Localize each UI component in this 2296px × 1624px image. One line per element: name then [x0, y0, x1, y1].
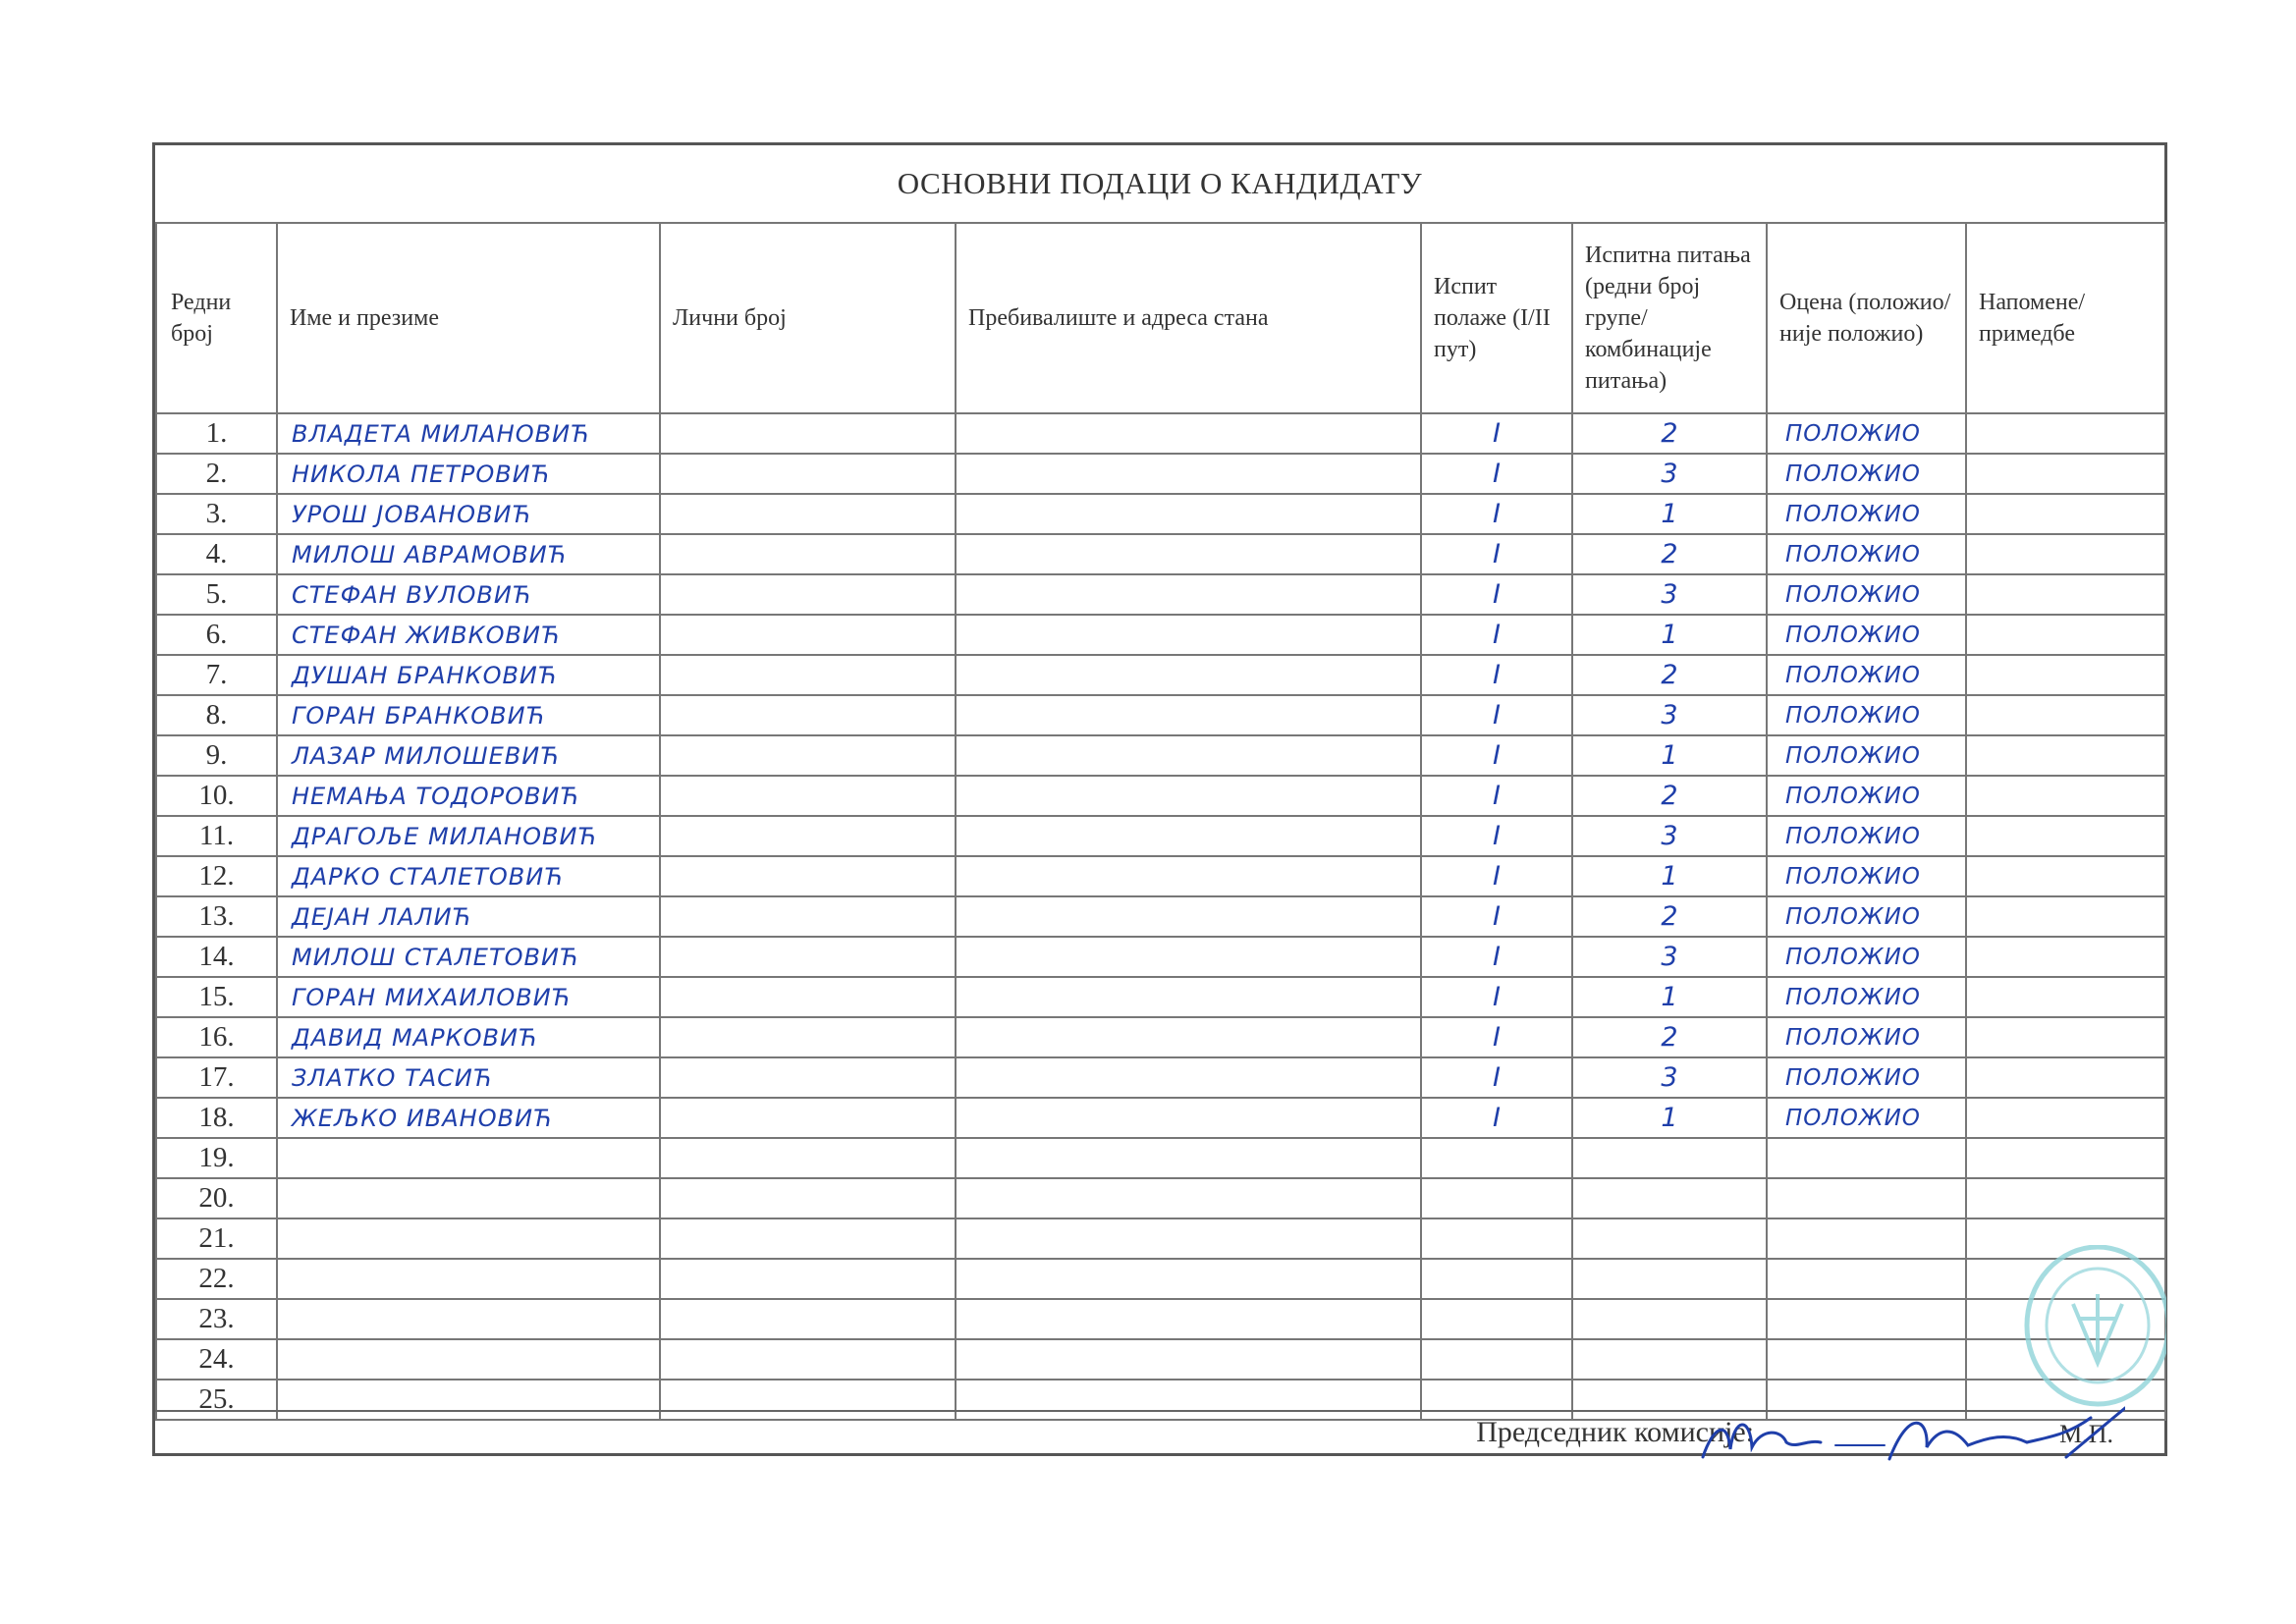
notes — [1966, 1138, 2165, 1178]
address — [956, 977, 1421, 1017]
footer — [155, 1410, 2164, 1453]
address — [956, 1259, 1421, 1299]
address — [956, 1138, 1421, 1178]
question-group: 1 — [1572, 735, 1767, 776]
notes — [1966, 856, 2165, 896]
grade-result: ПОЛОЖИО — [1767, 615, 1966, 655]
table-row — [156, 1218, 2165, 1259]
personal-id — [660, 655, 956, 695]
grade-result: ПОЛОЖИО — [1767, 776, 1966, 816]
table-row — [156, 816, 2165, 856]
notes — [1966, 896, 2165, 937]
address — [956, 454, 1421, 494]
personal-id — [660, 1299, 956, 1339]
notes — [1966, 816, 2165, 856]
header-address: Пребивалиште и адреса стана — [956, 223, 1421, 413]
personal-id — [660, 615, 956, 655]
row-number: 13. — [156, 896, 277, 937]
table-row — [156, 1339, 2165, 1380]
question-group: 3 — [1572, 816, 1767, 856]
grade-result: ПОЛОЖИО — [1767, 695, 1966, 735]
attempt-number: I — [1421, 1098, 1572, 1138]
attempt-number: I — [1421, 695, 1572, 735]
row-number: 25. — [156, 1380, 277, 1420]
header-questions: Испитна питања (редни број групе/ комбинације питања) — [1572, 223, 1767, 413]
grade-result: ПОЛОЖИО — [1767, 735, 1966, 776]
candidate-name: ГОРАН МИХАИЛОВИЋ — [277, 977, 660, 1017]
row-number: 14. — [156, 937, 277, 977]
official-stamp-icon — [2019, 1245, 2166, 1490]
candidate-name: ЛАЗАР МИЛОШЕВИЋ — [277, 735, 660, 776]
table-row — [156, 655, 2165, 695]
grade-result — [1767, 1178, 1966, 1218]
personal-id — [660, 574, 956, 615]
table-row — [156, 1259, 2165, 1299]
row-number: 7. — [156, 655, 277, 695]
personal-id — [660, 1057, 956, 1098]
attempt-number — [1421, 1178, 1572, 1218]
table-row — [156, 1138, 2165, 1178]
row-number: 2. — [156, 454, 277, 494]
notes — [1966, 735, 2165, 776]
question-group: 1 — [1572, 856, 1767, 896]
question-group — [1572, 1218, 1767, 1259]
row-number: 16. — [156, 1017, 277, 1057]
notes — [1966, 977, 2165, 1017]
candidate-name — [277, 1339, 660, 1380]
candidate-name: ДАРКО СТАЛЕТОВИЋ — [277, 856, 660, 896]
personal-id — [660, 896, 956, 937]
question-group: 1 — [1572, 494, 1767, 534]
notes — [1966, 1178, 2165, 1218]
attempt-number: I — [1421, 735, 1572, 776]
question-group: 3 — [1572, 574, 1767, 615]
attempt-number — [1421, 1299, 1572, 1339]
question-group: 2 — [1572, 655, 1767, 695]
grade-result — [1767, 1218, 1966, 1259]
attempt-number: I — [1421, 454, 1572, 494]
grade-result — [1767, 1339, 1966, 1380]
row-number: 8. — [156, 695, 277, 735]
table-row — [156, 413, 2165, 454]
personal-id — [660, 1138, 956, 1178]
grade-result: ПОЛОЖИО — [1767, 1098, 1966, 1138]
notes — [1966, 695, 2165, 735]
notes — [1966, 574, 2165, 615]
candidate-name: МИЛОШ СТАЛЕТОВИЋ — [277, 937, 660, 977]
notes — [1966, 776, 2165, 816]
address — [956, 695, 1421, 735]
address — [956, 937, 1421, 977]
grade-result: ПОЛОЖИО — [1767, 413, 1966, 454]
question-group — [1572, 1178, 1767, 1218]
question-group: 2 — [1572, 413, 1767, 454]
notes — [1966, 655, 2165, 695]
table-row — [156, 776, 2165, 816]
question-group: 1 — [1572, 1098, 1767, 1138]
table-row — [156, 494, 2165, 534]
row-number: 11. — [156, 816, 277, 856]
row-number: 9. — [156, 735, 277, 776]
attempt-number — [1421, 1138, 1572, 1178]
question-group: 1 — [1572, 977, 1767, 1017]
candidate-name — [277, 1259, 660, 1299]
address — [956, 1218, 1421, 1259]
personal-id — [660, 977, 956, 1017]
candidate-name — [277, 1299, 660, 1339]
attempt-number: I — [1421, 896, 1572, 937]
grade-result: ПОЛОЖИО — [1767, 655, 1966, 695]
address — [956, 413, 1421, 454]
table-row — [156, 454, 2165, 494]
table-row — [156, 856, 2165, 896]
question-group: 3 — [1572, 937, 1767, 977]
question-group: 2 — [1572, 776, 1767, 816]
grade-result: ПОЛОЖИО — [1767, 816, 1966, 856]
personal-id — [660, 1178, 956, 1218]
candidate-name: УРОШ ЈОВАНОВИЋ — [277, 494, 660, 534]
grade-result: ПОЛОЖИО — [1767, 574, 1966, 615]
row-number: 15. — [156, 977, 277, 1017]
row-number: 5. — [156, 574, 277, 615]
personal-id — [660, 534, 956, 574]
question-group: 3 — [1572, 1057, 1767, 1098]
personal-id — [660, 1259, 956, 1299]
address — [956, 1098, 1421, 1138]
personal-id — [660, 735, 956, 776]
header-name: Име и презиме — [277, 223, 660, 413]
candidate-name: МИЛОШ АВРАМОВИЋ — [277, 534, 660, 574]
grade-result — [1767, 1259, 1966, 1299]
row-number: 10. — [156, 776, 277, 816]
candidate-name: СТЕФАН ВУЛОВИЋ — [277, 574, 660, 615]
address — [956, 655, 1421, 695]
candidate-name: НИКОЛА ПЕТРОВИЋ — [277, 454, 660, 494]
row-number: 1. — [156, 413, 277, 454]
notes — [1966, 454, 2165, 494]
attempt-number: I — [1421, 977, 1572, 1017]
candidate-form — [152, 142, 2167, 1456]
chair-label: Председник комисије: — [1476, 1416, 1754, 1448]
question-group: 3 — [1572, 695, 1767, 735]
form-title: ОСНОВНИ ПОДАЦИ О КАНДИДАТУ — [155, 145, 2164, 224]
table-row — [156, 534, 2165, 574]
attempt-number — [1421, 1259, 1572, 1299]
candidate-name: ЗЛАТКО ТАСИЋ — [277, 1057, 660, 1098]
question-group — [1572, 1299, 1767, 1339]
row-number: 20. — [156, 1178, 277, 1218]
notes — [1966, 534, 2165, 574]
candidate-name: НЕМАЊА ТОДОРОВИЋ — [277, 776, 660, 816]
header-row — [156, 223, 2165, 413]
address — [956, 1339, 1421, 1380]
table-row — [156, 1299, 2165, 1339]
row-number: 19. — [156, 1138, 277, 1178]
grade-result: ПОЛОЖИО — [1767, 534, 1966, 574]
address — [956, 816, 1421, 856]
candidate-name — [277, 1218, 660, 1259]
question-group — [1572, 1259, 1767, 1299]
attempt-number: I — [1421, 937, 1572, 977]
table-row — [156, 695, 2165, 735]
address — [956, 615, 1421, 655]
table-row — [156, 1017, 2165, 1057]
attempt-number: I — [1421, 615, 1572, 655]
table-row — [156, 735, 2165, 776]
table-row — [156, 1098, 2165, 1138]
notes — [1966, 615, 2165, 655]
header-notes: Напомене/ примедбе — [1966, 223, 2165, 413]
table-row — [156, 1057, 2165, 1098]
table-row — [156, 896, 2165, 937]
notes — [1966, 494, 2165, 534]
candidate-name — [277, 1178, 660, 1218]
row-number: 17. — [156, 1057, 277, 1098]
address — [956, 1299, 1421, 1339]
question-group: 1 — [1572, 615, 1767, 655]
question-group: 2 — [1572, 534, 1767, 574]
attempt-number: I — [1421, 574, 1572, 615]
attempt-number: I — [1421, 494, 1572, 534]
candidate-name — [277, 1138, 660, 1178]
address — [956, 1178, 1421, 1218]
address — [956, 856, 1421, 896]
personal-id — [660, 494, 956, 534]
personal-id — [660, 1098, 956, 1138]
candidate-name: ВЛАДЕТА МИЛАНОВИЋ — [277, 413, 660, 454]
attempt-number — [1421, 1339, 1572, 1380]
seal-place-label: М.П. — [2059, 1420, 2113, 1448]
notes — [1966, 1057, 2165, 1098]
personal-id — [660, 695, 956, 735]
question-group — [1572, 1339, 1767, 1380]
row-number: 18. — [156, 1098, 277, 1138]
candidate-name: ЖЕЉКО ИВАНОВИЋ — [277, 1098, 660, 1138]
attempt-number — [1421, 1218, 1572, 1259]
grade-result: ПОЛОЖИО — [1767, 856, 1966, 896]
grade-result — [1767, 1299, 1966, 1339]
address — [956, 494, 1421, 534]
candidate-name: ГОРАН БРАНКОВИЋ — [277, 695, 660, 735]
row-number: 23. — [156, 1299, 277, 1339]
attempt-number: I — [1421, 413, 1572, 454]
row-number: 4. — [156, 534, 277, 574]
notes — [1966, 1098, 2165, 1138]
notes — [1966, 1017, 2165, 1057]
grade-result: ПОЛОЖИО — [1767, 937, 1966, 977]
address — [956, 896, 1421, 937]
personal-id — [660, 1339, 956, 1380]
grade-result: ПОЛОЖИО — [1767, 977, 1966, 1017]
address — [956, 534, 1421, 574]
candidates-table-wrapper — [155, 222, 2164, 1421]
attempt-number: I — [1421, 534, 1572, 574]
header-id: Лични број — [660, 223, 956, 413]
row-number: 22. — [156, 1259, 277, 1299]
personal-id — [660, 856, 956, 896]
table-body — [156, 413, 2165, 1420]
notes — [1966, 937, 2165, 977]
header-attempt: Испит полаже (I/II пут) — [1421, 223, 1572, 413]
grade-result: ПОЛОЖИО — [1767, 454, 1966, 494]
row-number: 24. — [156, 1339, 277, 1380]
grade-result: ПОЛОЖИО — [1767, 1057, 1966, 1098]
attempt-number: I — [1421, 776, 1572, 816]
row-number: 21. — [156, 1218, 277, 1259]
candidates-table — [155, 222, 2166, 1421]
personal-id — [660, 776, 956, 816]
candidate-name: ДАВИД МАРКОВИЋ — [277, 1017, 660, 1057]
address — [956, 1017, 1421, 1057]
table-row — [156, 977, 2165, 1017]
personal-id — [660, 816, 956, 856]
candidate-name: ДРАГОЉЕ МИЛАНОВИЋ — [277, 816, 660, 856]
attempt-number: I — [1421, 1057, 1572, 1098]
question-group: 2 — [1572, 1017, 1767, 1057]
personal-id — [660, 454, 956, 494]
candidate-name: СТЕФАН ЖИВКОВИЋ — [277, 615, 660, 655]
personal-id — [660, 413, 956, 454]
row-number: 12. — [156, 856, 277, 896]
grade-result — [1767, 1138, 1966, 1178]
row-number: 3. — [156, 494, 277, 534]
notes — [1966, 413, 2165, 454]
grade-result: ПОЛОЖИО — [1767, 1017, 1966, 1057]
attempt-number: I — [1421, 1017, 1572, 1057]
table-row — [156, 1178, 2165, 1218]
attempt-number: I — [1421, 856, 1572, 896]
candidate-name: ДЕЈАН ЛАЛИЋ — [277, 896, 660, 937]
table-row — [156, 615, 2165, 655]
header-no: Редни број — [156, 223, 277, 413]
address — [956, 574, 1421, 615]
grade-result: ПОЛОЖИО — [1767, 896, 1966, 937]
grade-result: ПОЛОЖИО — [1767, 494, 1966, 534]
attempt-number: I — [1421, 655, 1572, 695]
personal-id — [660, 937, 956, 977]
personal-id — [660, 1218, 956, 1259]
attempt-number: I — [1421, 816, 1572, 856]
address — [956, 776, 1421, 816]
question-group — [1572, 1138, 1767, 1178]
question-group: 3 — [1572, 454, 1767, 494]
personal-id — [660, 1017, 956, 1057]
header-grade: Оцена (положио/ није положио) — [1767, 223, 1966, 413]
table-row — [156, 574, 2165, 615]
table-row — [156, 937, 2165, 977]
address — [956, 1057, 1421, 1098]
row-number: 6. — [156, 615, 277, 655]
address — [956, 735, 1421, 776]
question-group: 2 — [1572, 896, 1767, 937]
candidate-name: ДУШАН БРАНКОВИЋ — [277, 655, 660, 695]
